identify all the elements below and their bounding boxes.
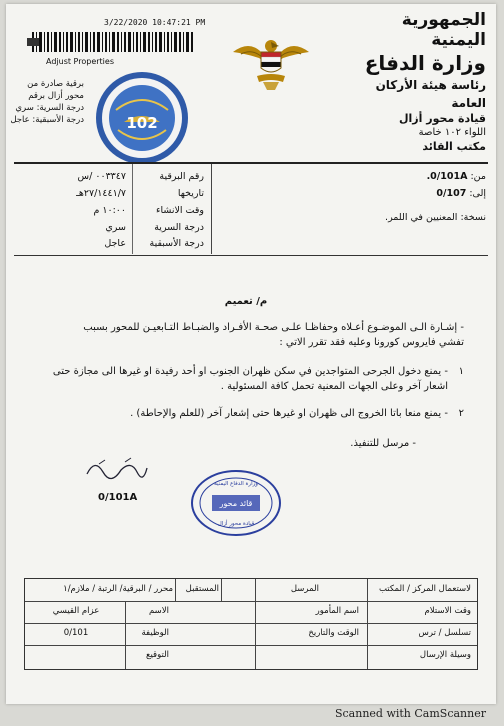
copy-value: المعنيين في اللمر. [385,212,458,223]
receiver-label: المستقبل [185,584,219,594]
ministry-title: وزارة الدفاع [364,51,486,75]
copy-row [385,212,486,223]
info-divider [211,164,212,254]
document-page [6,4,496,704]
from-label: من: [470,171,486,182]
job-label: الوظيفة [141,628,169,638]
sequence-label: تسلسل / ترس [418,628,471,638]
send-means-label: وسيلة الإرسال [419,650,471,660]
job-value: 0/101 [63,628,89,638]
routing-table [24,578,478,670]
priority-value: عاجل [104,238,126,249]
date-label: تاريخها [177,188,204,199]
name-value: عزام القيسي [52,606,100,616]
date-time-label: الوقت والتاريخ [308,628,359,638]
republic-title: الجمهورية اليمنية [401,10,486,50]
telegram-no-label: رقم البرقية [159,171,204,182]
officer-name-label: اسم المأمور [315,606,359,616]
issue-line-2: محور أزال برقم [28,91,84,101]
secrecy-value: سري [105,222,126,233]
editor-label: محرر / البرقية/ الرتبة / ملازم/١ [63,584,173,594]
to-value: 0/107 [436,188,467,199]
signature-image [81,452,151,486]
time-label: وقت الانشاء [155,205,204,216]
header-divider [14,162,488,164]
command-title: قيادة محور أزال [398,112,486,125]
to-label: إلى: [469,188,486,199]
time-value: ١٠:٠٠ م [93,205,126,216]
item-1-text: - يمنع دخول الجرحى المتواجدين في سكن ظهران الجنوب او أحد رفيدة او غيرها الى مجازة حتى اشعار آخر وعلى الجهات المعنية تحمل كافة المسئولية . [52,366,448,392]
official-stamp-icon [190,469,282,537]
signature-label: التوقيع [145,650,169,660]
from-row [427,171,486,182]
item-1-number: ١ [458,366,464,377]
info-inner-divider [132,164,133,254]
stamp-center-text: قائد محور [219,499,253,508]
priority-label: درجة الأسبقية [149,238,204,249]
info-bottom-divider [14,255,488,256]
ministry-header [346,10,486,154]
brigade-seal-icon [94,70,190,166]
subject-heading: م/ تعميم [224,296,268,307]
signature-code: 0/101A [98,492,138,503]
issue-line-4: درجة الأسبقية: عاجل [10,115,84,125]
telegram-issue-block [10,78,84,126]
intro-paragraph: - إشـارة الـى الموضـوع أعـلاه وحفاظـا علـى صحـة الأفـراد والضبـاط التـابعيـن للمحور بسبب تفشي فايروس كورونا وعليه فقد تقرر الاتي : [83,322,464,348]
adjust-properties-label: Adjust Properties [46,57,114,66]
issue-line-1: برقية صادرة من [27,79,84,89]
copy-label: نسخة: [460,212,486,223]
scanner-watermark: Scanned with CamScanner [334,707,486,720]
sender-label: المرسل [290,584,319,594]
to-row [436,188,486,199]
brigade-title: اللواء ١٠٢ خاصة [418,127,486,138]
from-value: 0/101A. [426,171,468,182]
barcode-date: 3/22/2020 10:47:21 PM [104,18,206,27]
name-label: الاسم [149,606,169,616]
office-title: مكتب القائد [422,140,486,153]
stamp-bottom-text: قيادة محور أزال [217,521,255,527]
telegram-no-value: ٠٠٣٣٤٧ /س [77,171,126,182]
closing-line: - مرسل للتنفيذ. [350,438,416,449]
date-value: ٢٧/١٤٤١/٧هـ [76,188,126,199]
secrecy-label: درجة السرية [154,222,204,233]
staff-title: رئاسة هيئة الأركان العامة [375,78,486,110]
stamp-top-text: وزارة الدفاع اليمنية [214,481,258,487]
item-2-number: ٢ [458,408,464,419]
central-use-label: لاستعمال المركز / المكتب [378,584,471,594]
eagle-emblem-icon [231,32,311,92]
item-2-text: - يمنع منعا باتا الخروج الى ظهران او غيرها حتى إشعار آخر (للعلم والإحاطة) . [130,408,448,419]
receipt-time-label: وقت الاستلام [424,606,471,616]
issue-line-3: درجة السرية: سري [15,103,84,113]
seal-number: 102 [126,114,158,132]
